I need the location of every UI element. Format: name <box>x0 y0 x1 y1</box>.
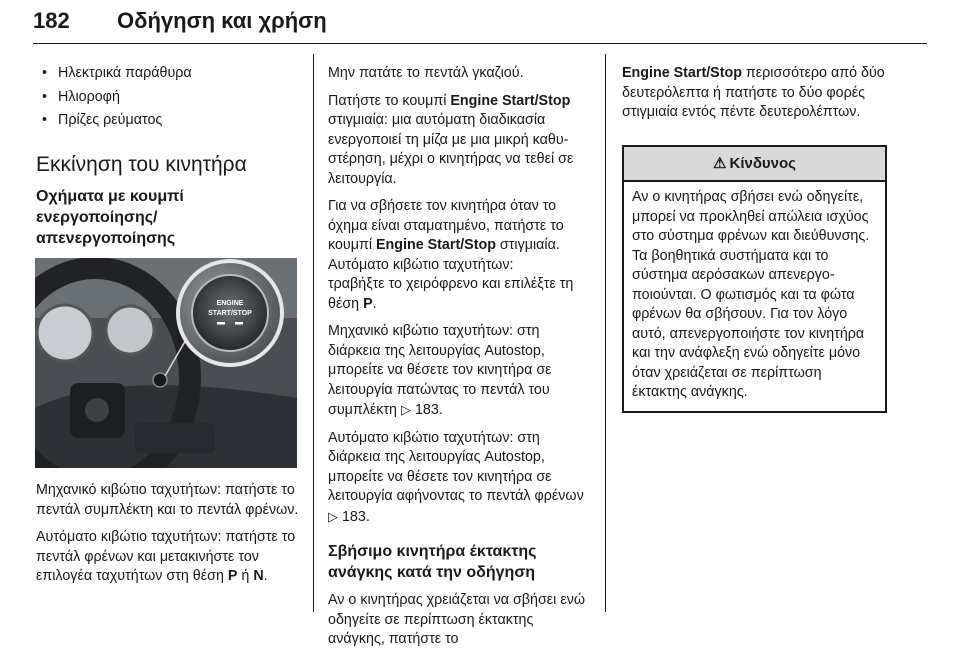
column-3 <box>622 64 887 131</box>
column-divider-1 <box>313 54 314 612</box>
warning-text: Αν ο κινητήρας σβήσει ενώ οδηγείτε, μπορεί να προκληθεί απώλεια ισχύος στο σύστημα φρένων και διεύθυνσης. Τα βοηθητικά συστήματα και το σύστημα αερόσακων απενεργοποιούνται. Ο φωτισμός και τα φώτα φρένων θα σβήσουν. Για τον λόγο αυτό, απενεργοποιήστε τον κινητήρα και την ανάφλεξη ενώ οδηγείτε μόνο όταν χρειάζεται σε περίπτωση έκτακτης ανάγκης. <box>632 189 870 400</box>
warning-triangle-icon: ⚠ <box>713 155 727 172</box>
page-reference-icon: ▷ <box>328 508 338 524</box>
bullet-item: • Ηλεκτρικά παράθυρα <box>36 64 304 84</box>
warning-header: ⚠ Κίνδυνος <box>624 147 885 182</box>
page-title: Οδήγηση και χρήση <box>117 8 327 33</box>
column-divider-2 <box>605 54 606 612</box>
header-divider <box>33 43 927 44</box>
section-title: Εκκίνηση του κινητήρα <box>36 152 247 176</box>
column-1-lower <box>36 481 300 595</box>
subsection-title: Σβήσιμο κινητήρα έκτακτης ανάγκης κατά την οδήγηση <box>328 543 537 581</box>
bullet-item: • Ηλιοροφή <box>36 88 304 108</box>
engine-button-label-1: ENGINE <box>216 300 244 307</box>
column-2 <box>328 64 594 658</box>
page-reference[interactable]: 183. <box>341 508 370 525</box>
paragraph: Engine Start/Stop περισσότερο από δύο δευτερόλεπτα ή πατήστε το δύο φορές στιγμιαία εντός πέντε δευτερολέπτων. <box>622 65 885 120</box>
paragraph: Αυτόματο κιβώτιο ταχυτήτων: τραβήξτε το χειρόφρενο και επιλέξτε τη θέση P. <box>328 256 574 312</box>
page-reference-icon: ▷ <box>401 402 411 417</box>
engine-button-label-2: START/STOP <box>208 310 252 317</box>
warning-box <box>622 145 887 413</box>
subsection-title: Οχήματα με κουμπί ενεργοποίησης/ απενεργοποίησης <box>36 187 184 247</box>
page-reference[interactable]: 183. <box>414 402 443 418</box>
engine-start-button-photo <box>35 258 297 468</box>
paragraph: Αν ο κινητήρας χρειάζεται να σβήσει ενώ οδηγείτε σε περίπτωση έκτακτης ανάγκης, πατήστε το <box>328 592 586 647</box>
paragraph: Πατήστε το κουμπί Engine Start/Stop στιγμιαία: μια αυτόματη διαδικασία ενεργοποιεί τη μίζα με μια μικρή καθυστέρηση, μέχρι ο κινητήρας να τεθεί σε λειτουργία. <box>328 92 574 187</box>
column-1 <box>36 64 304 257</box>
paragraph: Μην πατάτε το πεντάλ γκαζιού. <box>328 65 524 81</box>
paragraph: Αυτόματο κιβώτιο ταχυτήτων: στη διάρκεια της λειτουργίας Autostop, μπορείτε να θέσετε τον κινητήρα σε λειτουργία αφήνοντας το πεντάλ φρένων ▷ 183. <box>328 429 584 525</box>
paragraph: Μηχανικό κιβώτιο ταχυτήτων: στη διάρκεια της λειτουργίας Autostop, μπορείτε να θέσετε τον κινητήρα σε λειτουργία πατώντας το πεντάλ του συμπλέκτη ▷ 183. <box>328 323 552 418</box>
paragraph: Για να σβήσετε τον κινητήρα όταν το όχημα είναι σταματημένο, πατήστε το κουμπί Engine Start/Stop στιγμιαία. <box>328 198 564 253</box>
paragraph: Αυτόματο κιβώτιο ταχυτήτων: πατήστε το πεντάλ φρένων και μετακινήστε τον επιλογέα ταχυτήτων στη θέση P ή N. <box>36 529 296 584</box>
paragraph: Μηχανικό κιβώτιο ταχυτήτων: πατήστε το πεντάλ συμπλέκτη και το πεντάλ φρένων. <box>36 482 299 518</box>
bullet-item: • Πρίζες ρεύματος <box>36 111 304 131</box>
page-number: 182 <box>33 8 70 33</box>
